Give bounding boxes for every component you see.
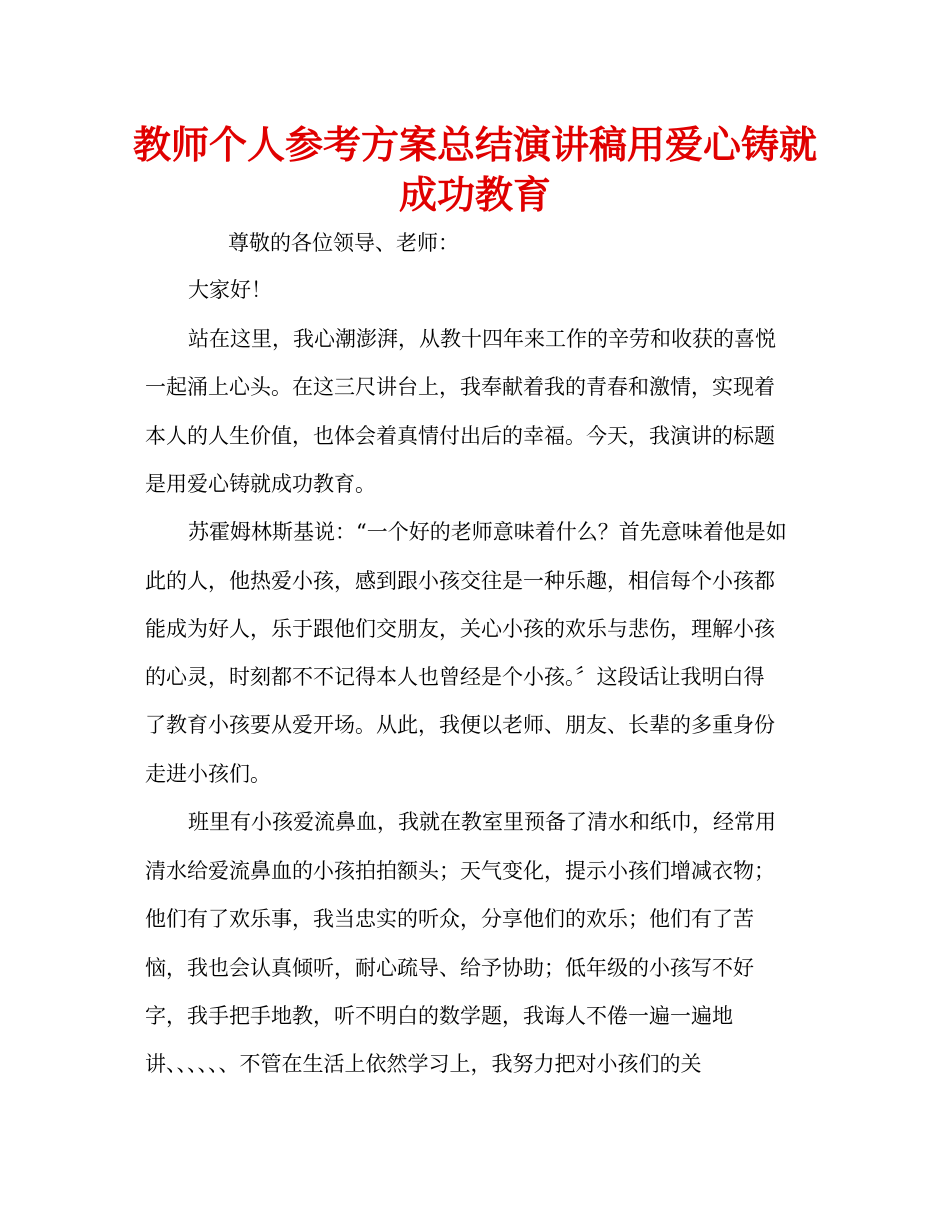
- paragraph-3-line-5: 字，我手把手地教，听不明白的数学题，我诲人不倦一遍一遍地: [145, 1004, 733, 1028]
- paragraph-3-line-4: 恼，我也会认真倾听，耐心疏导、给予协助；低年级的小孩写不好: [145, 956, 754, 980]
- paragraph-1-line-1: 站在这里，我心潮澎湃，从教十四年来工作的辛劳和收获的喜悦: [188, 327, 776, 351]
- paragraph-1-line-2: 一起涌上心头。在这三尺讲台上，我奉献着我的青春和激情，实现着: [145, 375, 775, 399]
- title-line-1: 教师个人参考方案总结演讲稿用爱心铸就: [132, 123, 817, 167]
- paragraph-1-line-4: 是用爱心铸就成功教育。: [145, 472, 376, 496]
- paragraph-2-line-6: 走进小孩们。: [145, 762, 271, 786]
- paragraph-1-line-3: 本人的人生价值，也体会着真情付出后的幸福。今天，我演讲的标题: [145, 424, 775, 448]
- paragraph-2-line-2: 此的人，他热爱小孩，感到跟小孩交往是一种乐趣，相信每个小孩都: [145, 569, 775, 593]
- paragraph-2-line-1: 苏霍姆林斯基说：“一个好的老师意味着什么？首先意味着他是如: [188, 520, 787, 544]
- title-line-2: 成功教育: [398, 173, 551, 217]
- document-title: [100, 120, 850, 220]
- salutation: 尊敬的各位领导、老师：: [228, 231, 459, 255]
- paragraph-3-line-2: 清水给爱流鼻血的小孩拍拍额头；天气变化，提示小孩们增减衣物；: [145, 859, 775, 883]
- paragraph-2-line-3: 能成为好人，乐于跟他们交朋友，关心小孩的欢乐与悲伤，理解小孩: [145, 617, 775, 641]
- paragraph-2-line-4: 的心灵，时刻都不不记得本人也曾经是个小孩。〞这段话让我明白得: [145, 665, 765, 689]
- greeting: 大家好！: [188, 278, 272, 302]
- paragraph-2-line-5: 了教育小孩要从爱开场。从此，我便以老师、朋友、长辈的多重身份: [145, 713, 775, 737]
- paragraph-3-line-3: 他们有了欢乐事，我当忠实的听众，分享他们的欢乐；他们有了苦: [145, 907, 754, 931]
- paragraph-3-line-6: 讲、、、、、、不管在生活上依然学习上，我努力把对小孩们的关: [145, 1052, 702, 1076]
- paragraph-3-line-1: 班里有小孩爱流鼻血，我就在教室里预备了清水和纸巾，经常用: [188, 810, 776, 834]
